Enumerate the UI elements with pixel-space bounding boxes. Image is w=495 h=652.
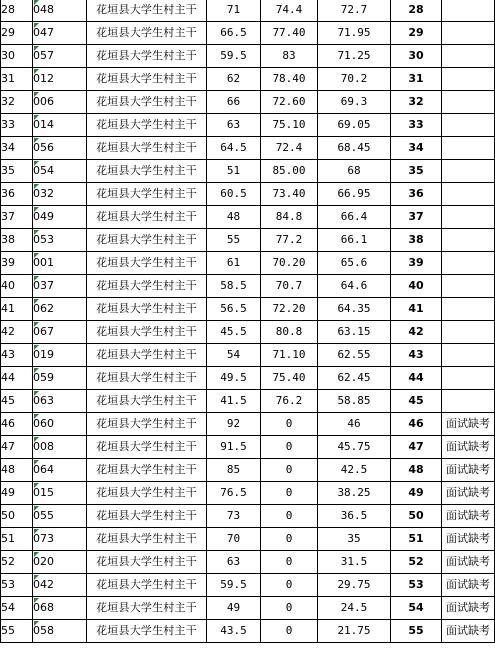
table-row: [1, 505, 495, 528]
cell-total-score[interactable]: 66.95: [318, 183, 391, 206]
cell-note[interactable]: [442, 252, 495, 275]
cell-total-score[interactable]: 29.75: [318, 574, 391, 597]
cell-interview-score[interactable]: 78.40: [261, 68, 318, 91]
cell-written-score[interactable]: 64.5: [207, 137, 261, 160]
cell-total-score[interactable]: 66.1: [318, 229, 391, 252]
cell-code[interactable]: 060: [33, 413, 87, 436]
table-row: [1, 344, 495, 367]
cell-code[interactable]: 048: [33, 0, 87, 22]
cell-code[interactable]: 015: [33, 482, 87, 505]
cell-rank[interactable]: 50: [391, 505, 442, 528]
cell-written-score[interactable]: 85: [207, 459, 261, 482]
cell-seq[interactable]: 31: [1, 68, 33, 91]
table-row: [1, 436, 495, 459]
cell-note[interactable]: [442, 160, 495, 183]
table-row: [1, 114, 495, 137]
cell-total-score[interactable]: 70.2: [318, 68, 391, 91]
cell-note[interactable]: [442, 298, 495, 321]
cell-seq[interactable]: 35: [1, 160, 33, 183]
table-row: [1, 390, 495, 413]
cell-written-score[interactable]: 66: [207, 91, 261, 114]
cell-position[interactable]: 花垣县大学生村主干: [87, 551, 207, 574]
cell-seq[interactable]: 55: [1, 620, 33, 643]
table-row: [1, 528, 495, 551]
cell-code[interactable]: 049: [33, 206, 87, 229]
cell-code[interactable]: 054: [33, 160, 87, 183]
cell-position[interactable]: 花垣县大学生村主干: [87, 459, 207, 482]
cell-position[interactable]: 花垣县大学生村主干: [87, 0, 207, 22]
cell-position[interactable]: 花垣县大学生村主干: [87, 229, 207, 252]
cell-rank[interactable]: 43: [391, 344, 442, 367]
cell-rank[interactable]: 55: [391, 620, 442, 643]
cell-interview-score[interactable]: 0: [261, 528, 318, 551]
cell-note[interactable]: 面试缺考: [442, 436, 495, 459]
table-row: [1, 482, 495, 505]
cell-seq[interactable]: 44: [1, 367, 33, 390]
cell-interview-score[interactable]: 71.10: [261, 344, 318, 367]
cell-position[interactable]: 花垣县大学生村主干: [87, 505, 207, 528]
cell-position[interactable]: 花垣县大学生村主干: [87, 45, 207, 68]
cell-total-score[interactable]: 64.35: [318, 298, 391, 321]
cell-seq[interactable]: 38: [1, 229, 33, 252]
cell-code[interactable]: 006: [33, 91, 87, 114]
cell-interview-score[interactable]: 84.8: [261, 206, 318, 229]
cell-total-score[interactable]: 69.3: [318, 91, 391, 114]
cell-note[interactable]: [442, 344, 495, 367]
cell-code[interactable]: 059: [33, 367, 87, 390]
table-row: [1, 275, 495, 298]
cell-rank[interactable]: 34: [391, 137, 442, 160]
cell-seq[interactable]: 29: [1, 22, 33, 45]
cell-position[interactable]: 花垣县大学生村主干: [87, 597, 207, 620]
cell-code[interactable]: 057: [33, 45, 87, 68]
cell-position[interactable]: 花垣县大学生村主干: [87, 183, 207, 206]
cell-interview-score[interactable]: 70.7: [261, 275, 318, 298]
cell-note[interactable]: 面试缺考: [442, 574, 495, 597]
cell-code[interactable]: 019: [33, 344, 87, 367]
cell-position[interactable]: 花垣县大学生村主干: [87, 137, 207, 160]
cell-rank[interactable]: 31: [391, 68, 442, 91]
table-row: [1, 252, 495, 275]
cell-code[interactable]: 063: [33, 390, 87, 413]
cell-note[interactable]: 面试缺考: [442, 551, 495, 574]
cell-written-score[interactable]: 55: [207, 229, 261, 252]
cell-code[interactable]: 073: [33, 528, 87, 551]
cell-written-score[interactable]: 58.5: [207, 275, 261, 298]
cell-interview-score[interactable]: 0: [261, 413, 318, 436]
cell-note[interactable]: [442, 114, 495, 137]
cell-position[interactable]: 花垣县大学生村主干: [87, 206, 207, 229]
cell-note[interactable]: [442, 275, 495, 298]
cell-written-score[interactable]: 63: [207, 114, 261, 137]
cell-code[interactable]: 014: [33, 114, 87, 137]
cell-rank[interactable]: 46: [391, 413, 442, 436]
cell-interview-score[interactable]: 0: [261, 505, 318, 528]
cell-seq[interactable]: 52: [1, 551, 33, 574]
table-row: [1, 298, 495, 321]
cell-position[interactable]: 花垣县大学生村主干: [87, 482, 207, 505]
cell-position[interactable]: 花垣县大学生村主干: [87, 298, 207, 321]
cell-seq[interactable]: 47: [1, 436, 33, 459]
cell-interview-score[interactable]: 0: [261, 482, 318, 505]
cell-interview-score[interactable]: 73.40: [261, 183, 318, 206]
cell-interview-score[interactable]: 77.2: [261, 229, 318, 252]
cell-seq[interactable]: 30: [1, 45, 33, 68]
cell-rank[interactable]: 45: [391, 390, 442, 413]
table-row: [1, 620, 495, 643]
cell-written-score[interactable]: 49.5: [207, 367, 261, 390]
cell-code[interactable]: 001: [33, 252, 87, 275]
cell-rank[interactable]: 29: [391, 22, 442, 45]
cell-total-score[interactable]: 69.05: [318, 114, 391, 137]
cell-total-score[interactable]: 64.6: [318, 275, 391, 298]
table-row: [1, 551, 495, 574]
cell-position[interactable]: 花垣县大学生村主干: [87, 114, 207, 137]
cell-written-score[interactable]: 70: [207, 528, 261, 551]
cell-written-score[interactable]: 51: [207, 160, 261, 183]
table-row: [1, 0, 495, 22]
cell-note[interactable]: [442, 45, 495, 68]
cell-note[interactable]: [442, 206, 495, 229]
cell-seq[interactable]: 48: [1, 459, 33, 482]
cell-position[interactable]: 花垣县大学生村主干: [87, 252, 207, 275]
cell-rank[interactable]: 33: [391, 114, 442, 137]
cell-position[interactable]: 花垣县大学生村主干: [87, 344, 207, 367]
cell-seq[interactable]: 50: [1, 505, 33, 528]
cell-written-score[interactable]: 91.5: [207, 436, 261, 459]
cell-interview-score[interactable]: 0: [261, 620, 318, 643]
cell-note[interactable]: 面试缺考: [442, 459, 495, 482]
cell-code[interactable]: 012: [33, 68, 87, 91]
cell-total-score[interactable]: 42.5: [318, 459, 391, 482]
cell-total-score[interactable]: 63.15: [318, 321, 391, 344]
cell-rank[interactable]: 30: [391, 45, 442, 68]
cell-written-score[interactable]: 71: [207, 0, 261, 22]
cell-note[interactable]: 面试缺考: [442, 597, 495, 620]
cell-total-score[interactable]: 58.85: [318, 390, 391, 413]
cell-seq[interactable]: 43: [1, 344, 33, 367]
cell-code[interactable]: 058: [33, 620, 87, 643]
cell-note[interactable]: [442, 91, 495, 114]
cell-total-score[interactable]: 24.5: [318, 597, 391, 620]
cell-rank[interactable]: 40: [391, 275, 442, 298]
table-row: [1, 574, 495, 597]
table-body: [1, 0, 495, 643]
cell-code[interactable]: 067: [33, 321, 87, 344]
cell-note[interactable]: 面试缺考: [442, 482, 495, 505]
cell-written-score[interactable]: 66.5: [207, 22, 261, 45]
cell-code[interactable]: 042: [33, 574, 87, 597]
cell-position[interactable]: 花垣县大学生村主干: [87, 275, 207, 298]
table-row: [1, 206, 495, 229]
table-row: [1, 68, 495, 91]
cell-rank[interactable]: 28: [391, 0, 442, 22]
cell-interview-score[interactable]: 0: [261, 551, 318, 574]
cell-seq[interactable]: 39: [1, 252, 33, 275]
cell-total-score[interactable]: 68: [318, 160, 391, 183]
cell-total-score[interactable]: 62.45: [318, 367, 391, 390]
cell-interview-score[interactable]: 75.10: [261, 114, 318, 137]
cell-position[interactable]: 花垣县大学生村主干: [87, 436, 207, 459]
table-row: [1, 45, 495, 68]
cell-rank[interactable]: 47: [391, 436, 442, 459]
cell-total-score[interactable]: 45.75: [318, 436, 391, 459]
cell-written-score[interactable]: 43.5: [207, 620, 261, 643]
cell-written-score[interactable]: 48: [207, 206, 261, 229]
cell-interview-score[interactable]: 85.00: [261, 160, 318, 183]
table-row: [1, 597, 495, 620]
cell-note[interactable]: [442, 0, 495, 22]
cell-written-score[interactable]: 76.5: [207, 482, 261, 505]
cell-position[interactable]: 花垣县大学生村主干: [87, 321, 207, 344]
cell-note[interactable]: 面试缺考: [442, 620, 495, 643]
cell-position[interactable]: 花垣县大学生村主干: [87, 574, 207, 597]
cell-seq[interactable]: 33: [1, 114, 33, 137]
cell-rank[interactable]: 48: [391, 459, 442, 482]
cell-written-score[interactable]: 59.5: [207, 45, 261, 68]
cell-interview-score[interactable]: 72.20: [261, 298, 318, 321]
cell-interview-score[interactable]: 75.40: [261, 367, 318, 390]
cell-written-score[interactable]: 63: [207, 551, 261, 574]
cell-interview-score[interactable]: 0: [261, 436, 318, 459]
table-row: [1, 137, 495, 160]
cell-code[interactable]: 064: [33, 459, 87, 482]
cell-seq[interactable]: 49: [1, 482, 33, 505]
cell-interview-score[interactable]: 72.60: [261, 91, 318, 114]
cell-written-score[interactable]: 56.5: [207, 298, 261, 321]
table-row: [1, 229, 495, 252]
cell-written-score[interactable]: 49: [207, 597, 261, 620]
cell-rank[interactable]: 51: [391, 528, 442, 551]
table-row: [1, 459, 495, 482]
cell-total-score[interactable]: 35: [318, 528, 391, 551]
cell-seq[interactable]: 46: [1, 413, 33, 436]
cell-total-score[interactable]: 36.5: [318, 505, 391, 528]
cell-code[interactable]: 068: [33, 597, 87, 620]
cell-code[interactable]: 062: [33, 298, 87, 321]
table-row: [1, 321, 495, 344]
cell-code[interactable]: 032: [33, 183, 87, 206]
cell-written-score[interactable]: 41.5: [207, 390, 261, 413]
cell-written-score[interactable]: 73: [207, 505, 261, 528]
cell-total-score[interactable]: 65.6: [318, 252, 391, 275]
cell-note[interactable]: 面试缺考: [442, 413, 495, 436]
cell-note[interactable]: 面试缺考: [442, 505, 495, 528]
cell-total-score[interactable]: 38.25: [318, 482, 391, 505]
cell-code[interactable]: 047: [33, 22, 87, 45]
cell-total-score[interactable]: 46: [318, 413, 391, 436]
cell-position[interactable]: 花垣县大学生村主干: [87, 390, 207, 413]
cell-seq[interactable]: 40: [1, 275, 33, 298]
cell-rank[interactable]: 49: [391, 482, 442, 505]
cell-note[interactable]: [442, 229, 495, 252]
table-row: [1, 22, 495, 45]
cell-position[interactable]: 花垣县大学生村主干: [87, 528, 207, 551]
cell-seq[interactable]: 32: [1, 91, 33, 114]
cell-total-score[interactable]: 62.55: [318, 344, 391, 367]
cell-interview-score[interactable]: 0: [261, 459, 318, 482]
cell-total-score[interactable]: 66.4: [318, 206, 391, 229]
cell-rank[interactable]: 42: [391, 321, 442, 344]
cell-seq[interactable]: 54: [1, 597, 33, 620]
cell-note[interactable]: [442, 22, 495, 45]
cell-rank[interactable]: 54: [391, 597, 442, 620]
cell-interview-score[interactable]: 80.8: [261, 321, 318, 344]
cell-position[interactable]: 花垣县大学生村主干: [87, 367, 207, 390]
cell-rank[interactable]: 35: [391, 160, 442, 183]
cell-written-score[interactable]: 61: [207, 252, 261, 275]
cell-interview-score[interactable]: 76.2: [261, 390, 318, 413]
cell-position[interactable]: 花垣县大学生村主干: [87, 91, 207, 114]
cell-total-score[interactable]: 71.25: [318, 45, 391, 68]
cell-interview-score[interactable]: 77.40: [261, 22, 318, 45]
cell-interview-score[interactable]: 0: [261, 574, 318, 597]
cell-seq[interactable]: 41: [1, 298, 33, 321]
cell-seq[interactable]: 36: [1, 183, 33, 206]
cell-position[interactable]: 花垣县大学生村主干: [87, 22, 207, 45]
table-row: [1, 183, 495, 206]
cell-code[interactable]: 037: [33, 275, 87, 298]
cell-seq[interactable]: 34: [1, 137, 33, 160]
cell-note[interactable]: [442, 68, 495, 91]
cell-rank[interactable]: 44: [391, 367, 442, 390]
cell-written-score[interactable]: 60.5: [207, 183, 261, 206]
cell-rank[interactable]: 41: [391, 298, 442, 321]
cell-code[interactable]: 008: [33, 436, 87, 459]
cell-seq[interactable]: 45: [1, 390, 33, 413]
cell-total-score[interactable]: 72.7: [318, 0, 391, 22]
table-row: [1, 160, 495, 183]
cell-rank[interactable]: 36: [391, 183, 442, 206]
table-row: [1, 413, 495, 436]
cell-seq[interactable]: 37: [1, 206, 33, 229]
cell-rank[interactable]: 53: [391, 574, 442, 597]
cell-note[interactable]: [442, 137, 495, 160]
cell-interview-score[interactable]: 74.4: [261, 0, 318, 22]
cell-note[interactable]: [442, 367, 495, 390]
cell-interview-score[interactable]: 72.4: [261, 137, 318, 160]
cell-code[interactable]: 056: [33, 137, 87, 160]
cell-interview-score[interactable]: 0: [261, 597, 318, 620]
cell-written-score[interactable]: 92: [207, 413, 261, 436]
cell-rank[interactable]: 32: [391, 91, 442, 114]
cell-seq[interactable]: 28: [1, 0, 33, 22]
cell-rank[interactable]: 37: [391, 206, 442, 229]
table-row: [1, 91, 495, 114]
cell-position[interactable]: 花垣县大学生村主干: [87, 160, 207, 183]
table-row: [1, 367, 495, 390]
cell-seq[interactable]: 53: [1, 574, 33, 597]
cell-note[interactable]: [442, 321, 495, 344]
cell-rank[interactable]: 52: [391, 551, 442, 574]
cell-position[interactable]: 花垣县大学生村主干: [87, 413, 207, 436]
cell-rank[interactable]: 38: [391, 229, 442, 252]
cell-code[interactable]: 053: [33, 229, 87, 252]
cell-total-score[interactable]: 21.75: [318, 620, 391, 643]
cell-seq[interactable]: 51: [1, 528, 33, 551]
cell-written-score[interactable]: 62: [207, 68, 261, 91]
cell-total-score[interactable]: 31.5: [318, 551, 391, 574]
cell-note[interactable]: 面试缺考: [442, 528, 495, 551]
cell-written-score[interactable]: 54: [207, 344, 261, 367]
cell-written-score[interactable]: 59.5: [207, 574, 261, 597]
cell-position[interactable]: 花垣县大学生村主干: [87, 68, 207, 91]
cell-written-score[interactable]: 45.5: [207, 321, 261, 344]
cell-interview-score[interactable]: 70.20: [261, 252, 318, 275]
cell-interview-score[interactable]: 83: [261, 45, 318, 68]
cell-note[interactable]: [442, 183, 495, 206]
cell-code[interactable]: 020: [33, 551, 87, 574]
cell-total-score[interactable]: 68.45: [318, 137, 391, 160]
cell-seq[interactable]: 42: [1, 321, 33, 344]
cell-position[interactable]: 花垣县大学生村主干: [87, 620, 207, 643]
cell-note[interactable]: [442, 390, 495, 413]
cell-code[interactable]: 055: [33, 505, 87, 528]
cell-rank[interactable]: 39: [391, 252, 442, 275]
cell-total-score[interactable]: 71.95: [318, 22, 391, 45]
